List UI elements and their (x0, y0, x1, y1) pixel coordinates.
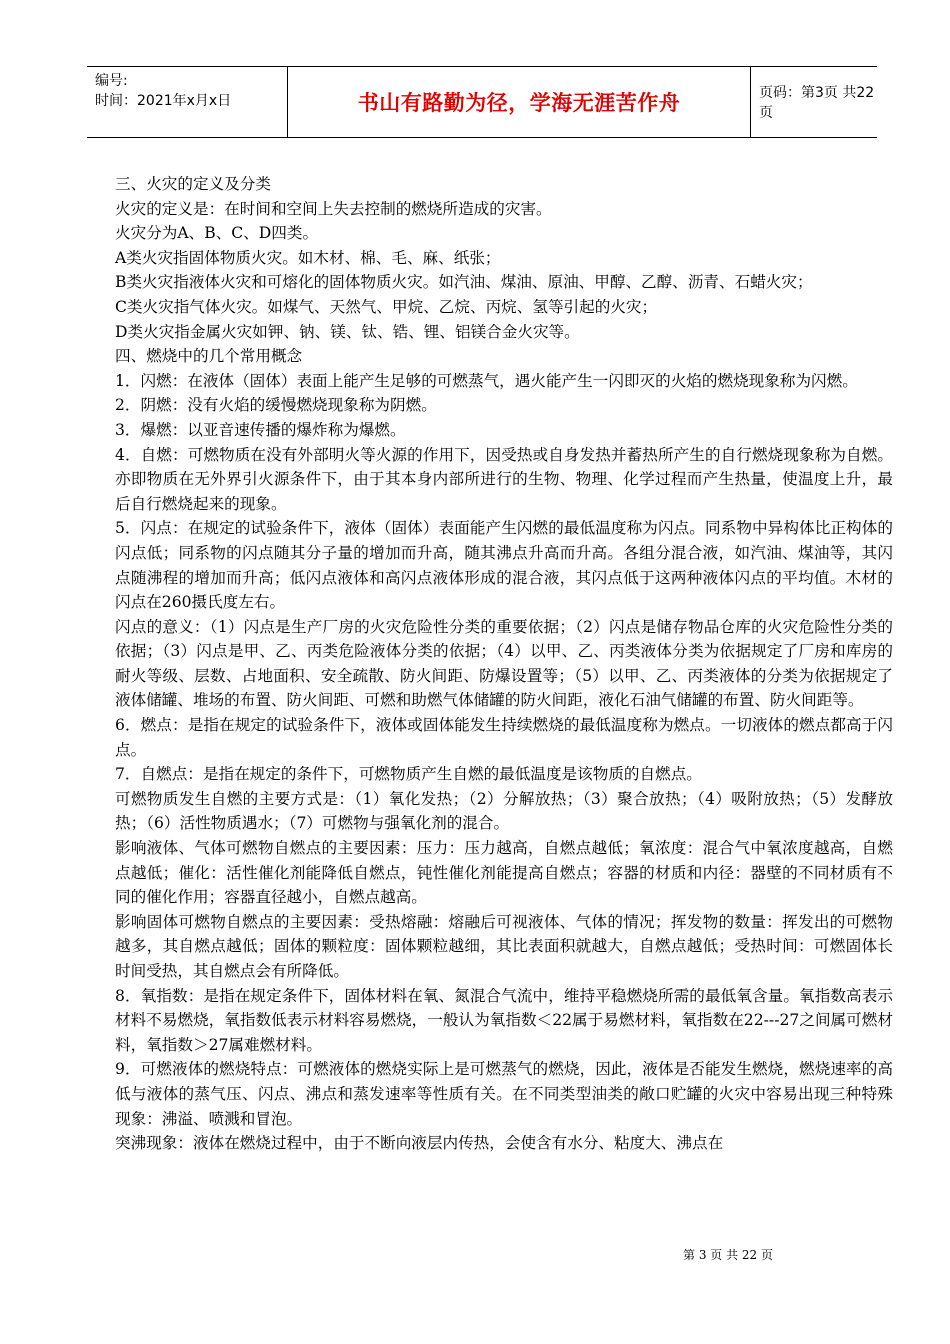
paragraph: 4．自燃：可燃物质在没有外部明火等火源的作用下，因受热或自身发热并蓄热所产生的自行燃烧现象称为自燃。亦即物质在无外界引火源条件下，由于其本身内部所进行的生物、物理、化学过程而产生热量，使温度上升，最后自行燃烧起来的现象。 (115, 445, 893, 513)
paragraph: 火灾的定义是：在时间和空间上失去控制的燃烧所造成的灾害。 (115, 199, 552, 218)
document-body (115, 172, 893, 1156)
motto-text: 书山有路勤为径，学海无涯苦作舟 (357, 91, 681, 115)
header-motto-cell (287, 67, 751, 137)
paragraph: C类火灾指气体火灾。如煤气、天然气、甲烷、乙烷、丙烷、氢等引起的火灾； (115, 297, 658, 316)
paragraph: 影响液体、气体可燃物自燃点的主要因素：压力：压力越高，自燃点越低；氧浓度：混合气中氧浓度越高，自燃点越低；催化：活性催化剂能降低自燃点，钝性催化剂能提高自燃点；容器的材质和内径：器壁的不同材质有不同的催化作用；容器直径越小，自燃点越高。 (115, 839, 893, 907)
paragraph: 闪点的意义：（1）闪点是生产厂房的火灾危险性分类的重要依据；（2）闪点是储存物品仓库的火灾危险性分类的依据；（3）闪点是甲、乙、丙类危险液体分类的依据；（4）以甲、乙、丙类液体分类为依据规定了厂房和库房的耐火等级、层数、占地面积、安全疏散、防火间距、防爆设置等；（5）以甲、乙、丙类液体的分类为依据规定了液体储罐、堆场的布置、防火间距、可燃和助燃气体储罐的防火间距，液化石油气储罐的布置、防火间距等。 (115, 617, 893, 710)
paragraph: 火灾分为A、B、C、D四类。 (115, 224, 319, 243)
code-label: 编号: (95, 73, 128, 89)
paragraph: 6．燃点：是指在规定的试验条件下，液体或固体能发生持续燃烧的最低温度称为燃点。一切液体的燃点都高于闪点。 (115, 716, 893, 759)
page-footer: 第 3 页 共 22 页 (683, 1248, 773, 1262)
paragraph: 8．氧指数：是指在规定条件下，固体材料在氧、氮混合气流中，维持平稳燃烧所需的最低氧含量。氧指数高表示材料不易燃烧，氧指数低表示材料容易燃烧，一般认为氧指数＜22属于易燃材料，氧指数在22---27之间属可燃材料，氧指数＞27属难燃材料。 (115, 986, 893, 1054)
paragraph: D类火灾指金属火灾如钾、钠、镁、钛、锆、锂、铝镁合金火灾等。 (115, 322, 580, 341)
paragraph: 1．闪燃：在液体（固体）表面上能产生足够的可燃蒸气，遇火能产生一闪即灭的火焰的燃烧现象称为闪燃。 (115, 371, 858, 390)
paragraph: 9．可燃液体的燃烧特点：可燃液体的燃烧实际上是可燃蒸气的燃烧，因此，液体是否能发生燃烧，燃烧速率的高低与液体的蒸气压、闪点、沸点和蒸发速率等性质有关。在不同类型油类的敞口贮罐的火灾中容易出现三种特殊现象：沸溢、喷溅和冒泡。 (115, 1060, 893, 1128)
header-page-cell (759, 67, 877, 137)
paragraph: 可燃物质发生自燃的主要方式是：（1）氧化发热；（2）分解放热；（3）聚合放热；（4）吸附放热；（5）发酵放热；（6）活性物质遇水；（7）可燃物与强氧化剂的混合。 (115, 789, 893, 833)
paragraph: A类火灾指固体物质火灾。如木材、棉、毛、麻、纸张； (115, 248, 501, 267)
section-heading: 四、燃烧中的几个常用概念 (115, 347, 303, 366)
paragraph: 2．阴燃：没有火焰的缓慢燃烧现象称为阴燃。 (115, 396, 437, 415)
paragraph: 突沸现象：液体在燃烧过程中，由于不断向液层内传热，会使含有水分、粘度大、沸点在 (115, 1134, 724, 1153)
paragraph: 影响固体可燃物自燃点的主要因素：受热熔融：熔融后可视液体、气体的情况；挥发物的数量：挥发出的可燃物越多，其自燃点越低；固体的颗粒度：固体颗粒越细，其比表面积就越大，自燃点越低；受热时间：可燃固体长时间受热，其自燃点会有所降低。 (115, 912, 893, 980)
section-heading: 三、火灾的定义及分类 (115, 175, 271, 193)
paragraph: 3．爆燃：以亚音速传播的爆炸称为爆燃。 (115, 420, 406, 439)
time-label: 时间：2021年x月x日 (95, 93, 232, 109)
paragraph: 7．自燃点：是指在规定的条件下，可燃物质产生自燃的最低温度是该物质的自燃点。 (115, 765, 702, 784)
header-meta (95, 71, 285, 111)
page-label: 页码：第3页 共22页 (759, 85, 875, 121)
page-header (87, 66, 877, 138)
paragraph: 5．闪点：在规定的试验条件下，液体（固体）表面能产生闪燃的最低温度称为闪点。同系物中异构体比正构体的闪点低；同系物的闪点随其分子量的增加而升高，随其沸点升高而升高。各组分混合液，如汽油、煤油等，其闪点随沸程的增加而升高；低闪点液体和高闪点液体形成的混合液，其闪点低于这两种液体闪点的平均值。木材的闪点在260摄氏度左右。 (115, 519, 893, 612)
paragraph: B类火灾指液体火灾和可熔化的固体物质火灾。如汽油、煤油、原油、甲醇、乙醇、沥青、石蜡火灾； (115, 273, 813, 292)
